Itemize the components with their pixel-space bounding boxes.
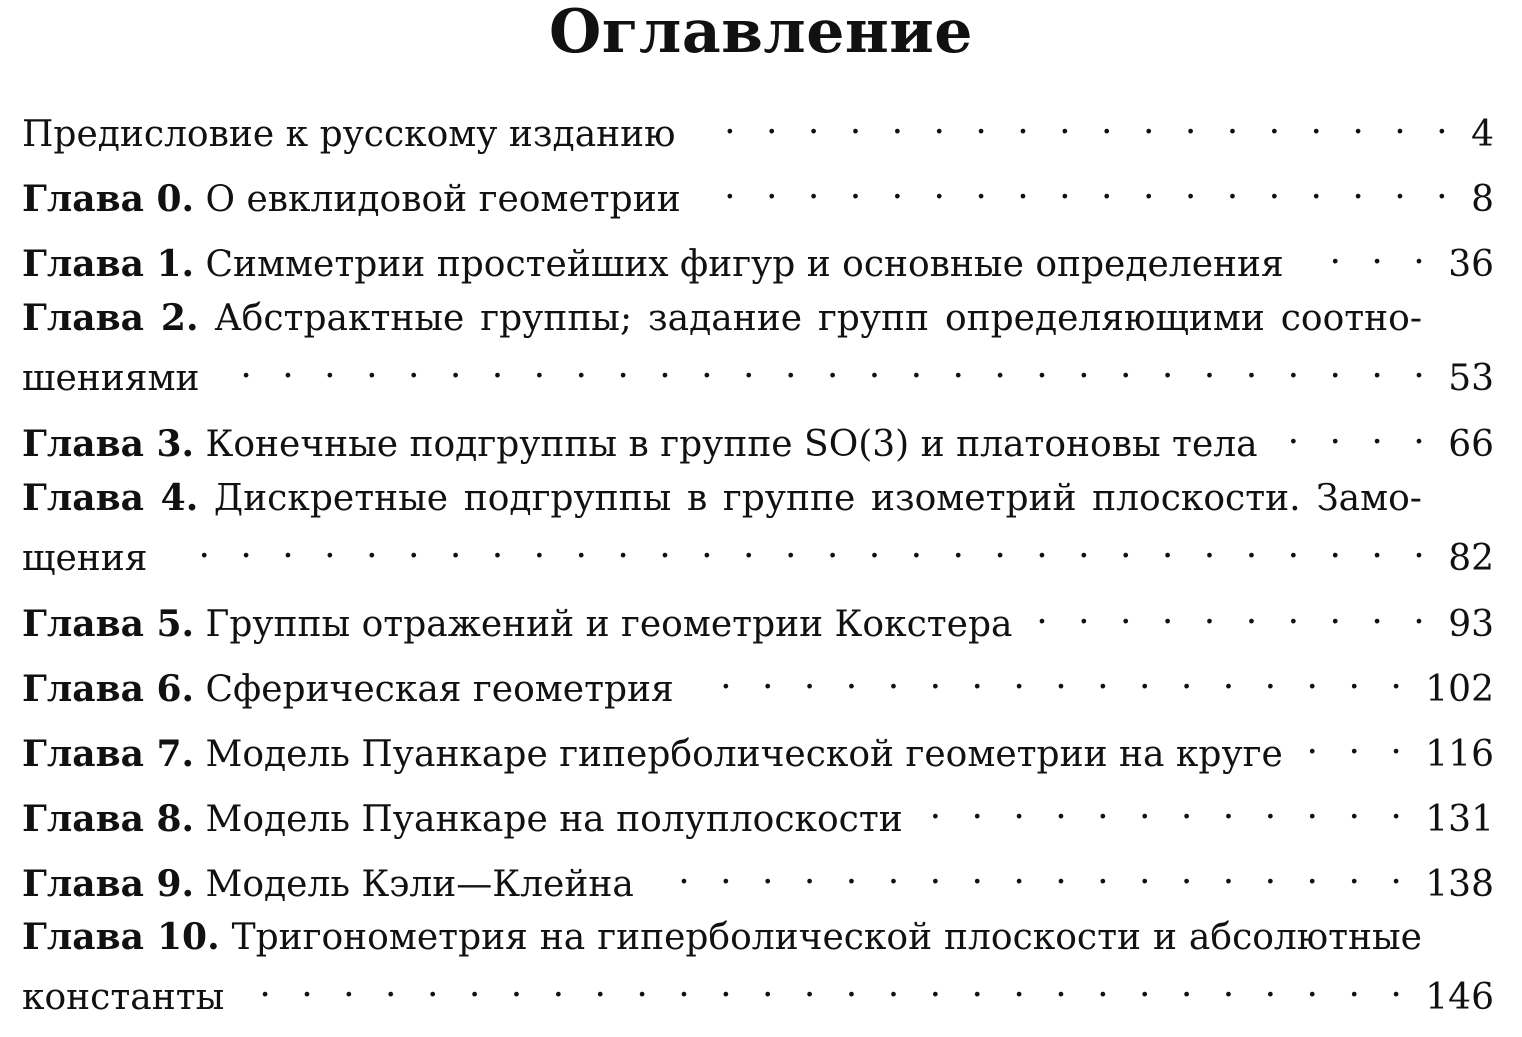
chapter-label: Глава 3.: [22, 423, 195, 465]
toc-entry-chapter-9[interactable]: [22, 848, 1494, 905]
chapter-label: Глава 10.: [22, 916, 220, 958]
toc-entry-chapter-3[interactable]: [22, 408, 1494, 465]
dot-leader: [242, 961, 1411, 1009]
page-number: 8: [1471, 179, 1494, 220]
entry-title-continued: константы: [22, 977, 225, 1018]
toc-entry-chapter-7[interactable]: [22, 718, 1494, 775]
chapter-label: Глава 2.: [22, 297, 199, 339]
toc-entry-chapter-10[interactable]: [22, 913, 1494, 1018]
entry-title-continued: шениями: [22, 358, 200, 399]
page-number: 116: [1425, 734, 1494, 775]
page-number: 146: [1425, 977, 1494, 1018]
chapter-label: Глава 7.: [22, 733, 195, 775]
toc-entry-chapter-5[interactable]: [22, 588, 1494, 645]
entry-title: Сферическая геометрия: [205, 669, 674, 710]
toc-entry-chapter-8[interactable]: [22, 783, 1494, 840]
chapter-label: Глава 6.: [22, 668, 195, 710]
dot-leader: [921, 783, 1412, 831]
page-number: 82: [1448, 538, 1494, 579]
toc-entry-chapter-4[interactable]: [22, 474, 1494, 579]
entry-title: Модель Кэли—Клейна: [205, 864, 634, 905]
page-number: 66: [1448, 424, 1494, 465]
page-title: Оглавление: [549, 0, 973, 67]
page-number: 102: [1425, 669, 1494, 710]
entry-title: Группы отражений и геометрии Кокстера: [205, 604, 1013, 645]
dot-leader: [1030, 588, 1434, 636]
entry-title: Модель Пуанкаре гиперболической геометрии на круге: [205, 734, 1283, 775]
page-number: 53: [1448, 358, 1494, 399]
page-number: 36: [1448, 244, 1494, 285]
dot-leader: [1302, 228, 1434, 276]
entry-title: Модель Пуанкаре на полуплоскости: [205, 799, 903, 840]
page-number: 131: [1425, 799, 1494, 840]
dot-leader: [217, 342, 1434, 390]
dot-leader: [699, 163, 1457, 211]
dot-leader: [652, 848, 1412, 896]
entry-title: Конечные подгруппы в группе SO(3) и платоновы тела: [205, 424, 1258, 465]
chapter-label: Глава 8.: [22, 798, 195, 840]
dot-leader: [165, 522, 1434, 570]
dot-leader: [1276, 408, 1435, 456]
chapter-label: Глава 4.: [22, 477, 199, 519]
dot-leader: [692, 653, 1412, 701]
chapter-label: Глава 9.: [22, 863, 195, 905]
entry-title: Предисловие к русскому изданию: [22, 114, 676, 155]
chapter-label: Глава 1.: [22, 243, 195, 285]
entry-title: Тригонометрия на гиперболической плоскости и абсолютные: [231, 917, 1422, 958]
toc-entry-chapter-6[interactable]: [22, 653, 1494, 710]
dot-leader: [1301, 718, 1411, 766]
page-number: 93: [1448, 604, 1494, 645]
toc-entry-chapter-1[interactable]: [22, 228, 1494, 285]
toc-entry-chapter-2[interactable]: [22, 294, 1494, 399]
chapter-label: Глава 5.: [22, 603, 195, 645]
dot-leader: [694, 98, 1458, 146]
table-of-contents: [22, 90, 1494, 1018]
entry-title: Симметрии простейших фигур и основные определения: [205, 244, 1284, 285]
entry-title: Дискретные подгруппы в группе изометрий плоскости. Замо-: [213, 478, 1422, 519]
entry-title: Абстрактные группы; задание групп определяющими соотно-: [214, 298, 1422, 339]
page-number: 138: [1425, 864, 1494, 905]
chapter-label: Глава 0.: [22, 178, 195, 220]
entry-title-continued: щения: [22, 538, 148, 579]
toc-entry-chapter-0[interactable]: [22, 163, 1494, 220]
entry-title: О евклидовой геометрии: [205, 179, 681, 220]
page-number: 4: [1471, 114, 1494, 155]
toc-entry-preface[interactable]: [22, 98, 1494, 155]
